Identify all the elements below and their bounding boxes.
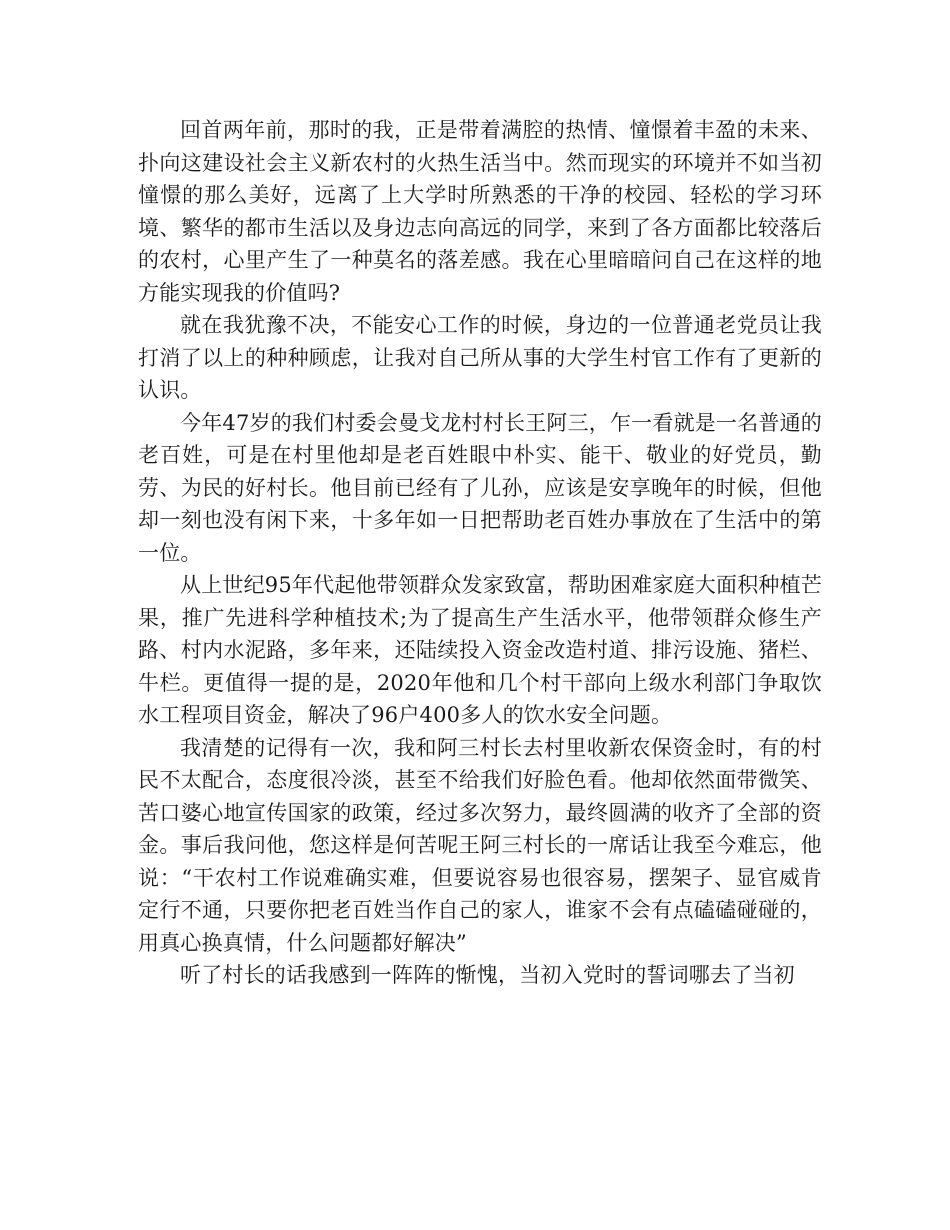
paragraph-3: 今年47岁的我们村委会曼戈龙村村长王阿三，乍一看就是一名普通的老百姓，可是在村里他却是老百姓眼中朴实、能干、敬业的好党员，勤劳、为民的好村长。他目前已经有了儿孙，应该是安享晚年的时候，但他却一刻也没有闲下来，十多年如一日把帮助老百姓办事放在了生活中的第一位。 (138, 410, 822, 565)
paragraph-5: 我清楚的记得有一次，我和阿三村长去村里收新农保资金时，有的村民不太配合，态度很冷淡，甚至不给我们好脸色看。他却依然面带微笑、苦口婆心地宣传国家的政策，经过多次努力，最终圆满的收齐了全部的资金。事后我问他，您这样是何苦呢王阿三村长的一席话让我至今难忘，他说：“干农村工作说难确实难，但要说容易也很容易，摆架子、显官威肯定行不通，只要你把老百姓当作自己的家人，谁家不会有点磕磕碰碰的，用真心换真情，什么问题都好解决” (138, 735, 822, 955)
paragraph-6: 听了村长的话我感到一阵阵的惭愧，当初入党时的誓词哪去了当初 (180, 963, 795, 987)
document-body (138, 114, 822, 992)
paragraph-1: 回首两年前，那时的我，正是带着满腔的热情、憧憬着丰盈的未来、扑向这建设社会主义新农村的火热生活当中。然而现实的环境并不如当初憧憬的那么美好，远离了上大学时所熟悉的干净的校园、轻松的学习环境、繁华的都市生活以及身边志向高远的同学，来到了各方面都比较落后的农村，心里产生了一种莫名的落差感。我在心里暗暗问自己在这样的地方能实现我的价值吗? (138, 118, 822, 305)
paragraph-4: 从上世纪95年代起他带领群众发家致富，帮助困难家庭大面积种植芒果，推广先进科学种植技术;为了提高生产生活水平，他带领群众修生产路、村内水泥路，多年来，还陆续投入资金改造村道、排污设施、猪栏、牛栏。更值得一提的是，2020年他和几个村干部向上级水利部门争取饮水工程项目资金，解决了96户400多人的饮水安全问题。 (138, 573, 822, 727)
paragraph-2: 就在我犹豫不决，不能安心工作的时候，身边的一位普通老党员让我打消了以上的种种顾虑，让我对自己所从事的大学生村官工作有了更新的认识。 (138, 313, 822, 402)
